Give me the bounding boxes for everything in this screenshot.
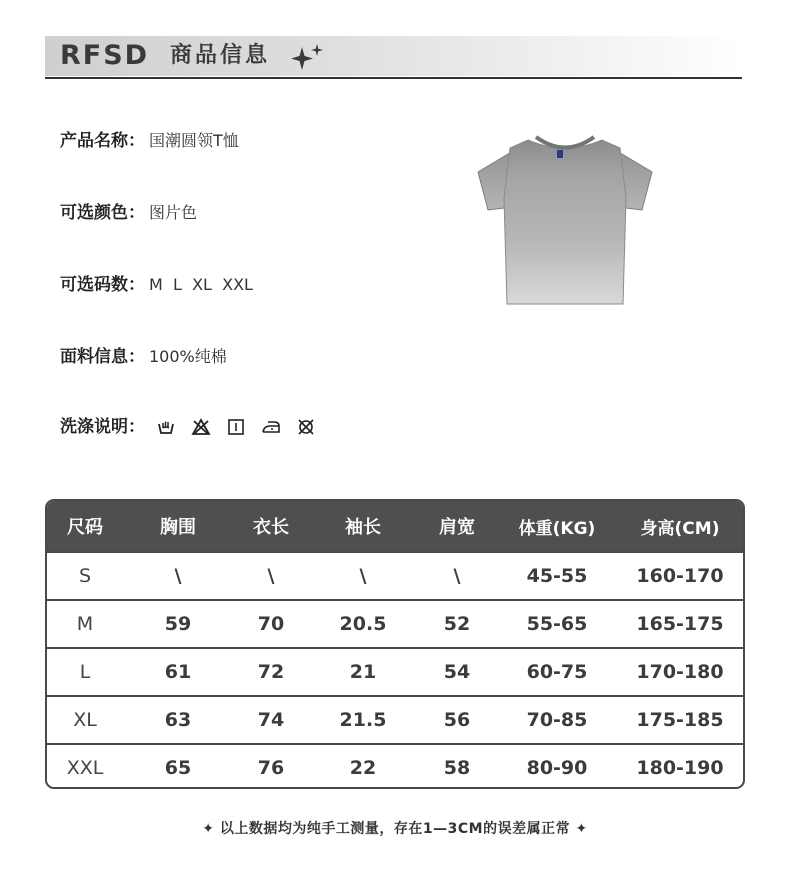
colon: ：	[128, 131, 145, 151]
cell-sleeve: 22	[349, 757, 377, 779]
cell-weight: 60-75	[526, 661, 588, 683]
colon: ：	[128, 347, 145, 367]
cell-height: 160-170	[636, 565, 724, 587]
size-table	[45, 499, 745, 789]
table-row	[47, 743, 743, 789]
hand-wash-icon	[156, 417, 176, 437]
sizes-label: 可选码数	[60, 275, 128, 295]
cell-chest: 59	[164, 613, 192, 635]
info-washing	[60, 413, 316, 441]
washing-label: 洗涤说明	[60, 417, 128, 437]
info-fabric	[60, 343, 227, 371]
cell-weight: 45-55	[526, 565, 588, 587]
cell-shoulder: 52	[443, 613, 471, 635]
colon: ：	[128, 417, 145, 437]
cell-weight: 80-90	[526, 757, 588, 779]
product-name-label: 产品名称	[60, 131, 128, 151]
header-shoulder: 肩宽	[439, 517, 475, 538]
table-row	[47, 551, 743, 599]
cell-length: 74	[257, 709, 285, 731]
header-chest: 胸围	[160, 517, 196, 538]
table-row	[47, 647, 743, 695]
tumble-dry-icon	[226, 417, 246, 437]
cell-chest: 63	[164, 709, 192, 731]
header-height: 身高(CM)	[640, 518, 720, 539]
header-length: 衣长	[253, 517, 289, 538]
brand-logo: RFSD	[60, 40, 150, 71]
table-row	[47, 695, 743, 743]
table-header	[47, 501, 743, 551]
header-weight: 体重(KG)	[518, 518, 596, 539]
cell-size: XXL	[66, 757, 104, 779]
product-name-value: 国潮圆领T恤	[149, 131, 239, 150]
color-value: 图片色	[149, 203, 198, 222]
tshirt-image	[470, 128, 660, 308]
header-divider	[45, 77, 742, 79]
sparkle-icon	[290, 43, 328, 73]
cell-size: S	[78, 565, 92, 587]
cell-shoulder: 58	[443, 757, 471, 779]
cell-size: M	[76, 613, 94, 635]
cell-height: 175-185	[636, 709, 724, 731]
cell-weight: 55-65	[526, 613, 588, 635]
cell-shoulder: 54	[443, 661, 471, 683]
cell-shoulder: 56	[443, 709, 471, 731]
header-size: 尺码	[67, 517, 103, 538]
page-title: 商品信息	[170, 43, 271, 68]
cell-height: 180-190	[636, 757, 724, 779]
cell-sleeve: 20.5	[339, 613, 387, 635]
cell-size: XL	[73, 709, 97, 731]
cell-sleeve: \	[359, 565, 367, 587]
info-product-name	[60, 127, 239, 155]
sizes-value: M L XL XXL	[149, 275, 253, 294]
cell-chest: \	[174, 565, 182, 587]
cell-shoulder: \	[453, 565, 461, 587]
cell-length: 72	[257, 661, 285, 683]
colon: ：	[128, 275, 145, 295]
cell-sleeve: 21	[349, 661, 377, 683]
cell-height: 165-175	[636, 613, 724, 635]
cell-size: L	[79, 661, 91, 683]
cell-weight: 70-85	[526, 709, 588, 731]
cell-length: 76	[257, 757, 285, 779]
header-sleeve: 袖长	[345, 517, 381, 538]
table-row	[47, 599, 743, 647]
header-band	[45, 36, 740, 76]
cell-length: \	[267, 565, 275, 587]
cell-length: 70	[257, 613, 285, 635]
fabric-value: 100%纯棉	[149, 347, 227, 366]
info-sizes	[60, 271, 253, 299]
no-bleach-icon	[191, 417, 211, 437]
cell-chest: 65	[164, 757, 192, 779]
colon: ：	[128, 203, 145, 223]
measurement-note: ✦ 以上数据均为纯手工测量，存在1—3CM的误差属正常 ✦	[202, 821, 588, 837]
cell-chest: 61	[164, 661, 192, 683]
no-dry-clean-icon	[296, 417, 316, 437]
info-color	[60, 199, 197, 227]
color-label: 可选颜色	[60, 203, 128, 223]
iron-icon	[261, 417, 281, 437]
care-icons	[156, 417, 316, 437]
fabric-label: 面料信息	[60, 347, 128, 367]
cell-height: 170-180	[636, 661, 724, 683]
cell-sleeve: 21.5	[339, 709, 387, 731]
